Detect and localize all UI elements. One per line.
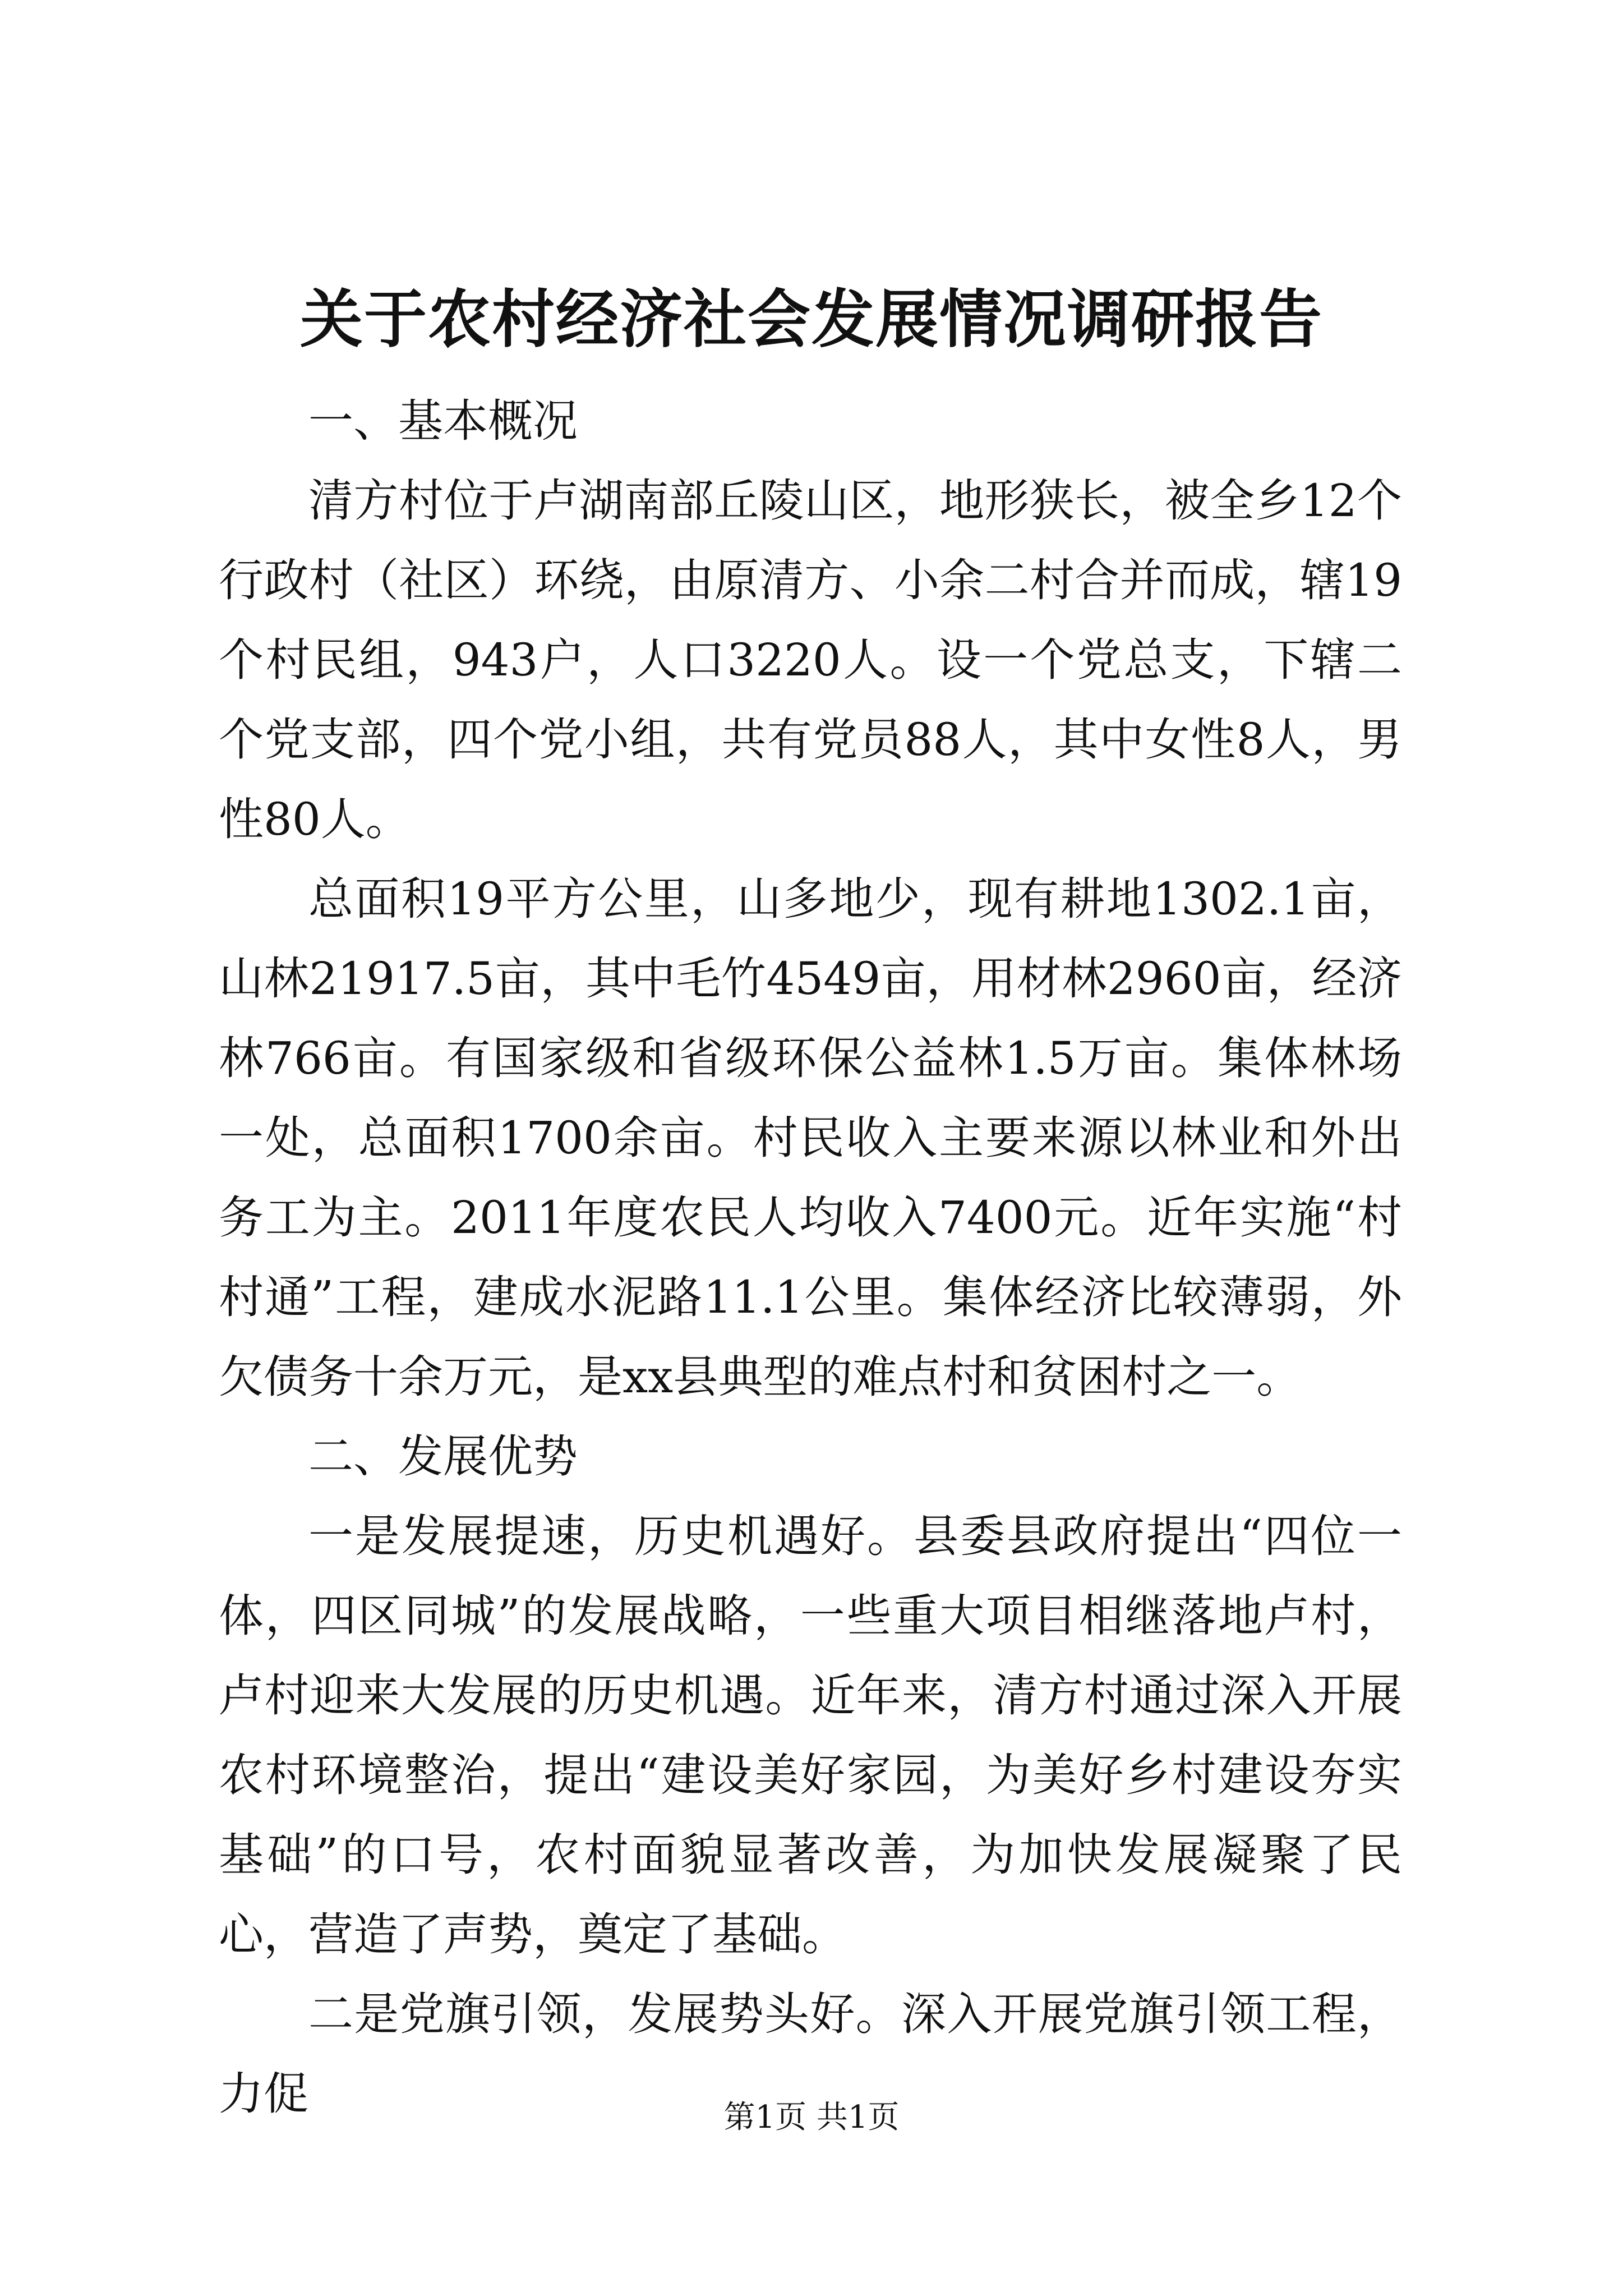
- page-footer: 第1页 共1页: [723, 2099, 900, 2136]
- section-heading-development-advantages: 二、发展优势: [308, 1430, 578, 1483]
- paragraph-advantage-two: 二是党旗引领，发展势头好。深入开展党旗引领工程，力促: [219, 1988, 1402, 2120]
- section-heading-basic-overview: 一、基本概况: [308, 395, 578, 447]
- paragraph-land-and-economy: 总面积19平方公里，山多地少，现有耕地1302.1亩，山林21917.5亩，其中毛竹4549亩，用材林2960亩，经济林766亩。有国家级和省级环保公益林1.5万亩。集体林场一处，总面积1700余亩。村民收入主要来源以林业和外出务工为主。2011年度农民人均收入7400元。近年实施“村村通”工程，建成水泥路11.1公里。集体经济比较薄弱，外欠债务十余万元，是xx县典型的难点村和贫困村之一。: [219, 873, 1402, 1403]
- document-title: 关于农村经济社会发展情况调研报告: [300, 283, 1323, 356]
- paragraph-village-profile: 清方村位于卢湖南部丘陵山区，地形狭长，被全乡12个行政村（社区）环绕，由原清方、小余二村合并而成，辖19个村民组，943户，人口3220人。设一个党总支，下辖二个党支部，四个党小组，共有党员88人，其中女性8人，男性80人。: [219, 475, 1402, 845]
- document-body: [219, 381, 1402, 2134]
- paragraph-advantage-one: 一是发展提速，历史机遇好。县委县政府提出“四位一体，四区同城”的发展战略，一些重大项目相继落地卢村，卢村迎来大发展的历史机遇。近年来，清方村通过深入开展农村环境整治，提出“建设美好家园，为美好乡村建设夯实基础”的口号，农村面貌显著改善，为加快发展凝聚了民心，营造了声势，奠定了基础。: [219, 1510, 1402, 1961]
